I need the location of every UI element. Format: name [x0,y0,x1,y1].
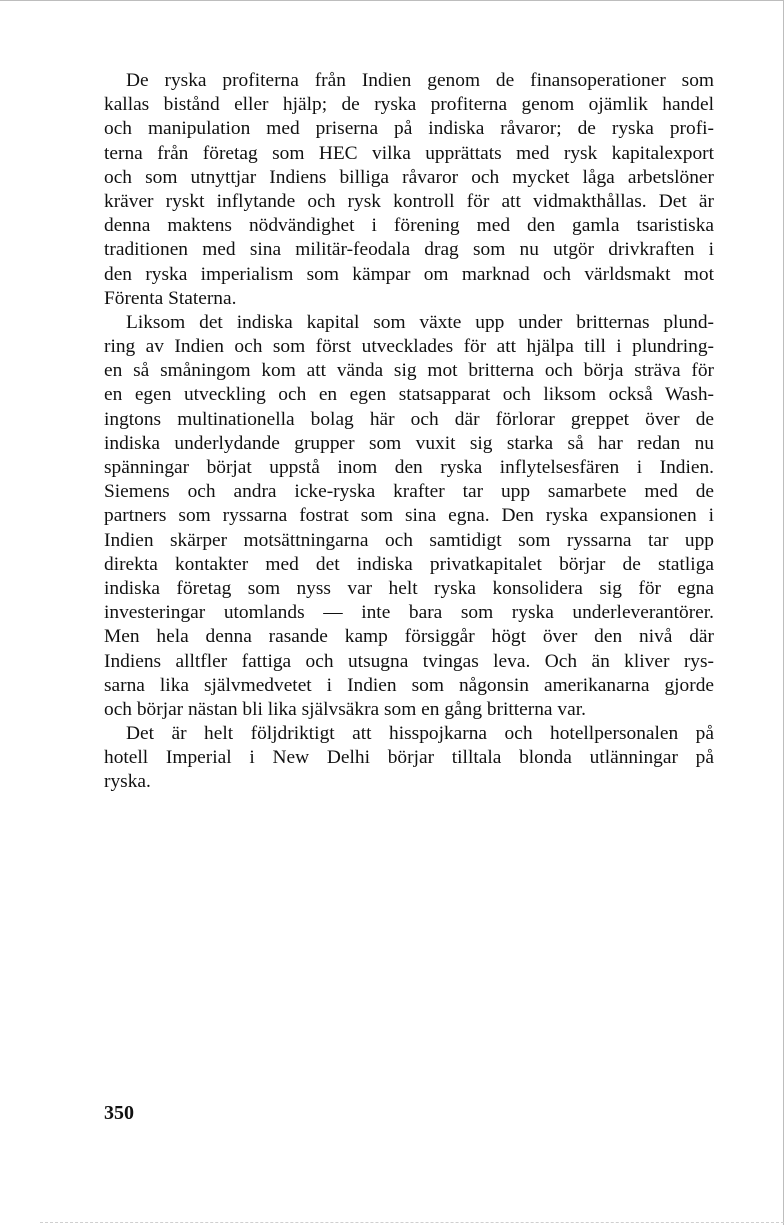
body-text [104,69,714,795]
text-line: ryska. [104,771,151,793]
page-edge-bottom [40,1222,784,1223]
text-line: terna från företag som HEC vilka upprättats med rysk kapitalexport [104,142,714,164]
text-line: Det är helt följdriktigt att hisspojkarna och hotellpersonalen på [126,723,714,745]
text-line: ring av Indien och som först utvecklades för att hjälpa till i plundring- [104,336,714,358]
text-line: denna maktens nödvändighet i förening med den gamla tsaristiska [104,215,714,237]
text-line: Indien skärper motsättningarna och samtidigt som ryssarna tar upp [104,529,714,551]
text-line: Men hela denna rasande kamp försiggår högt över den nivå där [104,626,714,648]
text-line: traditionen med sina militär-feodala drag som nu utgör drivkraften i [104,239,714,261]
text-line: och som utnyttjar Indiens billiga råvaror och mycket låga arbetslöner [104,166,714,188]
text-line: den ryska imperialism som kämpar om marknad och världsmakt mot [104,263,714,285]
text-line: indiska företag som nyss var helt ryska konsolidera sig för egna [104,577,714,599]
page-number: 350 [104,1102,134,1124]
text-line: spänningar börjat uppstå inom den ryska inflytelsesfären i Indien. [104,457,714,478]
text-line: De ryska profiterna från Indien genom de finansoperationer som [126,70,714,91]
paragraph-1 [104,69,714,311]
text-line: investeringar utomlands — inte bara som ryska underleverantörer. [104,602,714,624]
text-line: hotell Imperial i New Delhi börjar tilltala blonda utlänningar på [104,747,714,769]
text-line: partners som ryssarna fostrat som sina egna. Den ryska expansionen i [104,505,714,527]
text-line: direkta kontakter med det indiska privatkapitalet börjar de statliga [104,553,714,575]
text-line: Förenta Staterna. [104,287,237,309]
text-line: indiska underlydande grupper som vuxit sig starka så har redan nu [104,432,714,454]
text-line: Siemens och andra icke-ryska krafter tar upp samarbete med de [104,481,714,503]
text-line: ingtons multinationella bolag här och där förlorar greppet över de [104,408,714,430]
page-edge-top [0,0,784,1]
text-line: Liksom det indiska kapital som växte upp under britternas plund- [126,311,714,333]
text-line: Indiens alltfler fattiga och utsugna tvingas leva. Och än kliver rys- [104,650,714,672]
text-line: en så småningom kom att vända sig mot britterna och börja sträva för [104,360,714,382]
text-line: och börjar nästan bli lika självsäkra som en gång britterna var. [104,698,586,720]
text-line: sarna lika självmedvetet i Indien som någonsin amerikanarna gjorde [104,674,714,696]
text-line: en egen utveckling och en egen statsapparat och liksom också Wash- [104,384,714,406]
paragraph-2 [104,311,714,722]
text-line: kräver ryskt inflytande och rysk kontroll för att vidmakthållas. Det är [104,190,714,212]
paragraph-3 [104,722,714,795]
text-line: kallas bistånd eller hjälp; de ryska profiterna genom ojämlik handel [104,94,714,116]
text-line: och manipulation med priserna på indiska råvaror; de ryska profi- [104,118,714,140]
